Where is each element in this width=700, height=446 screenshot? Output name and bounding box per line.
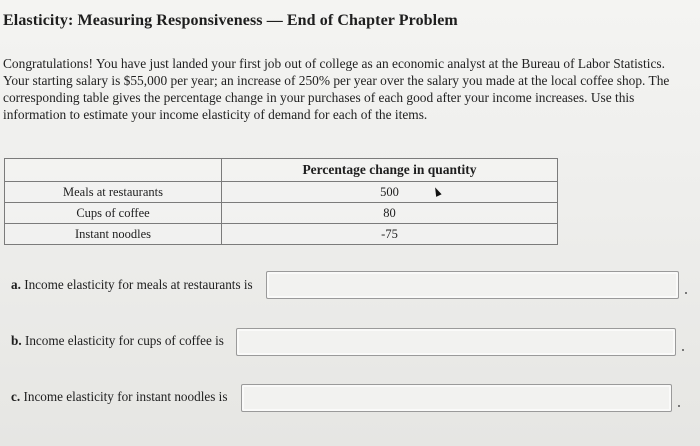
question-b-label (11, 333, 224, 349)
table-column-header: Percentage change in quantity (222, 159, 558, 182)
question-letter: c. (11, 389, 21, 404)
table-cell-item: Meals at restaurants (5, 182, 222, 203)
mouse-cursor-icon (432, 186, 441, 197)
question-c-label (11, 389, 227, 405)
problem-description (3, 55, 693, 123)
period-mark (678, 405, 680, 407)
page-title: Elasticity: Measuring Responsiveness — End of Chapter Problem (3, 12, 458, 29)
table-cell-value-text: 500 (380, 184, 399, 199)
problem-text: Congratulations! You have just landed your first job out of college as an economic analyst at the Bureau of Labor Statistics. Your starting salary is $55,000 per year; an increase of 250% per year over the salary you made at the local coffee shop. The corresponding table gives the percentage change in your purchases of each good after your income increases. Use this information to estimate your income elasticity of demand for each of the items. (3, 56, 670, 122)
period-mark (682, 349, 684, 351)
percentage-change-table (4, 158, 558, 245)
table-header-blank (5, 159, 222, 182)
table-header-row (5, 159, 558, 182)
table-cell-item: Instant noodles (5, 224, 222, 245)
question-letter: b. (11, 333, 22, 348)
table-row (5, 203, 558, 224)
table-row (5, 182, 558, 203)
question-letter: a. (11, 277, 21, 292)
period-mark (685, 292, 687, 294)
table-row (5, 224, 558, 245)
table-cell-value (222, 182, 558, 203)
question-a-label (11, 277, 253, 293)
table-cell-item: Cups of coffee (5, 203, 222, 224)
answer-input-a[interactable] (266, 271, 679, 299)
question-text: Income elasticity for meals at restaurants is (24, 277, 253, 292)
table-cell-value: -75 (222, 224, 558, 245)
question-text: Income elasticity for cups of coffee is (24, 333, 224, 348)
table-cell-value: 80 (222, 203, 558, 224)
question-text: Income elasticity for instant noodles is (23, 389, 228, 404)
answer-input-b[interactable] (236, 328, 676, 356)
answer-input-c[interactable] (241, 384, 672, 412)
